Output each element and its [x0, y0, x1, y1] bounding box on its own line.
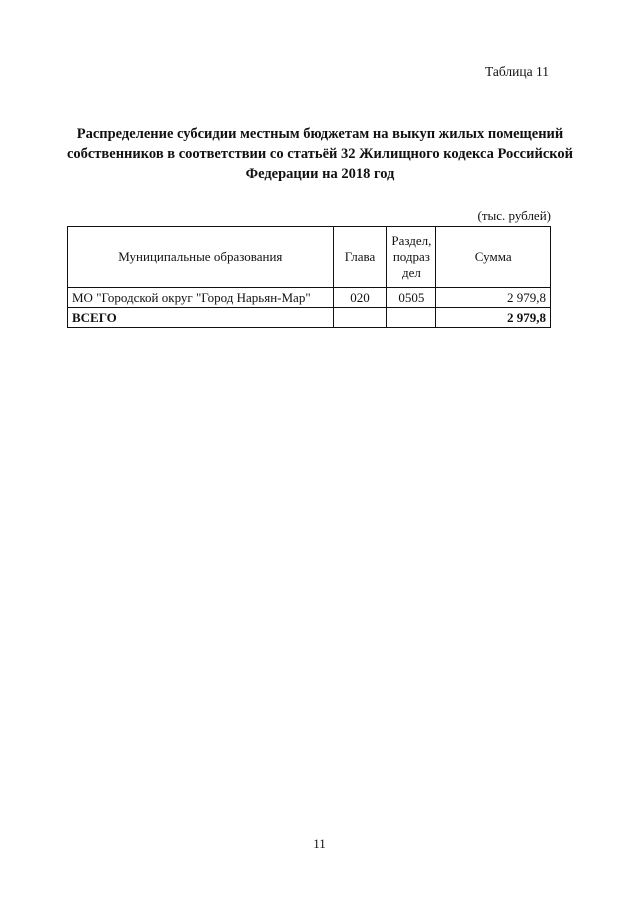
cell-glava: 020 [333, 288, 387, 308]
total-label: ВСЕГО [68, 308, 334, 328]
total-razdel [387, 308, 436, 328]
subsidy-table [67, 226, 551, 328]
table-header-row [68, 227, 551, 288]
page-number: 11 [313, 836, 326, 851]
header-municipal-entities: Муниципальные образования [68, 227, 334, 288]
total-glava [333, 308, 387, 328]
units-note: (тыс. рублей) [477, 208, 551, 223]
header-razdel: Раздел, подраз дел [387, 227, 436, 288]
cell-summa: 2 979,8 [436, 288, 551, 308]
header-summa: Сумма [436, 227, 551, 288]
table-label: Таблица 11 [485, 64, 549, 79]
total-summa: 2 979,8 [436, 308, 551, 328]
cell-razdel: 0505 [387, 288, 436, 308]
cell-municipal-entity: МО "Городской округ "Город Нарьян-Мар" [68, 288, 334, 308]
document-title: Распределение субсидии местным бюджетам на выкуп жилых помещений собственников в соответствии со статьёй 32 Жилищного кодекса Российской Федерации на 2018 год [66, 126, 574, 182]
header-glava: Глава [333, 227, 387, 288]
table-total-row [68, 308, 551, 328]
table-row [68, 288, 551, 308]
